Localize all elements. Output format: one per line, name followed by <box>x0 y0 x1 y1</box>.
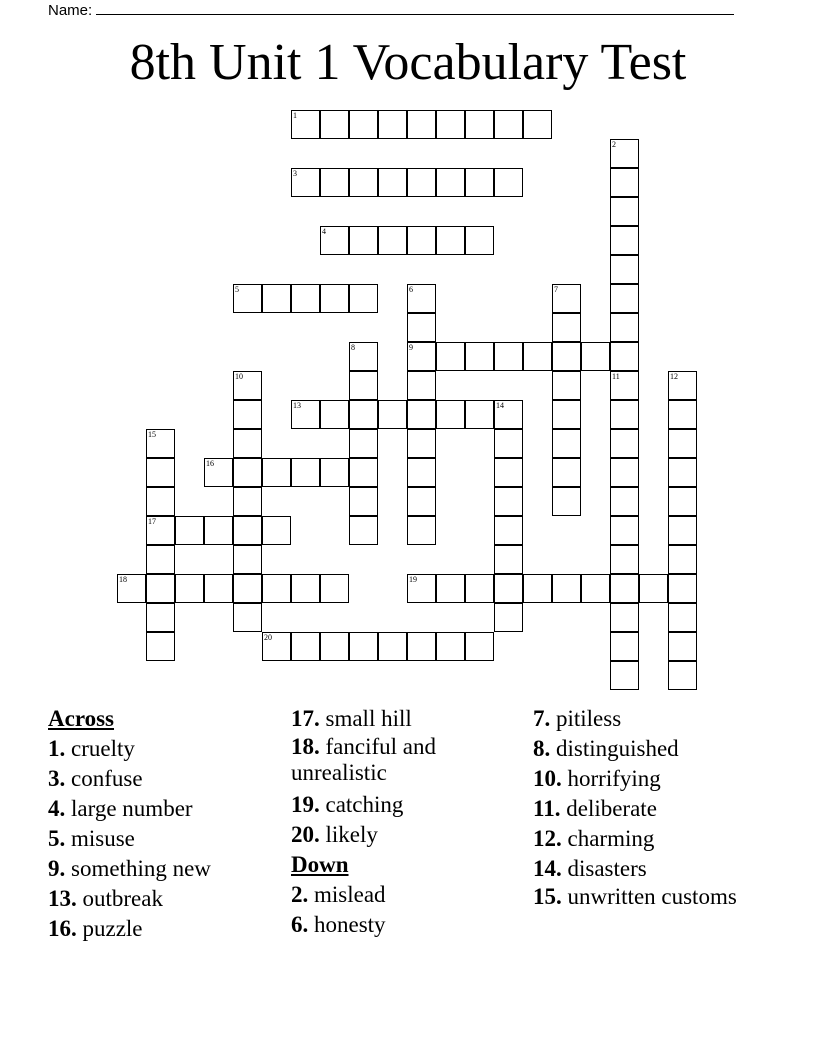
crossword-cell[interactable] <box>320 110 349 139</box>
crossword-cell[interactable] <box>610 603 639 632</box>
clue-across-19: 19. catching <box>291 792 404 817</box>
crossword-cell[interactable] <box>146 632 175 661</box>
crossword-cell[interactable] <box>494 429 523 458</box>
crossword-cell[interactable] <box>407 458 436 487</box>
crossword-cell[interactable] <box>407 400 436 429</box>
crossword-cell[interactable] <box>407 574 436 603</box>
crossword-cell[interactable] <box>610 574 639 603</box>
crossword-cell[interactable] <box>494 458 523 487</box>
crossword-cell[interactable] <box>204 574 233 603</box>
crossword-cell[interactable] <box>349 632 378 661</box>
crossword-cell[interactable] <box>233 429 262 458</box>
crossword-cell[interactable] <box>146 487 175 516</box>
clue-number: 11 <box>612 372 620 381</box>
crossword-cell[interactable] <box>378 226 407 255</box>
crossword-cell[interactable] <box>465 632 494 661</box>
crossword-cell[interactable] <box>407 632 436 661</box>
clue-down-2: 2. mislead <box>291 882 386 907</box>
crossword-cell[interactable] <box>465 400 494 429</box>
clue-column-2 <box>291 704 521 940</box>
clue-across-13: 13. outbreak <box>48 886 163 911</box>
crossword-cell[interactable] <box>668 516 697 545</box>
crossword-cell[interactable] <box>233 545 262 574</box>
crossword-cell[interactable] <box>668 429 697 458</box>
crossword-cell[interactable] <box>146 603 175 632</box>
crossword-cell[interactable] <box>552 371 581 400</box>
clue-across-18: 18. fanciful and unrealistic <box>291 734 436 785</box>
crossword-cell[interactable] <box>291 110 320 139</box>
crossword-cell[interactable] <box>610 487 639 516</box>
crossword-cell[interactable] <box>494 110 523 139</box>
crossword-cell[interactable] <box>436 226 465 255</box>
crossword-cell[interactable] <box>349 371 378 400</box>
clue-number: 16 <box>206 459 214 468</box>
crossword-cell[interactable] <box>610 342 639 371</box>
crossword-cell[interactable] <box>494 487 523 516</box>
crossword-cell[interactable] <box>668 458 697 487</box>
crossword-cell[interactable] <box>233 487 262 516</box>
crossword-cell[interactable] <box>349 110 378 139</box>
crossword-cell[interactable] <box>349 487 378 516</box>
crossword-cell[interactable] <box>552 284 581 313</box>
crossword-cell[interactable] <box>610 313 639 342</box>
crossword-cell[interactable] <box>378 400 407 429</box>
crossword-cell[interactable] <box>291 168 320 197</box>
crossword-cell[interactable] <box>465 226 494 255</box>
crossword-cell[interactable] <box>349 342 378 371</box>
crossword-cell[interactable] <box>233 458 262 487</box>
crossword-cell[interactable] <box>146 516 175 545</box>
crossword-cell[interactable] <box>581 574 610 603</box>
clue-number: 19 <box>409 575 417 584</box>
clue-column-3 <box>533 704 773 914</box>
crossword-cell[interactable] <box>262 284 291 313</box>
crossword-cell[interactable] <box>320 168 349 197</box>
clue-number: 15 <box>148 430 156 439</box>
clue-number: 8 <box>351 343 355 352</box>
crossword-cell[interactable] <box>610 661 639 690</box>
crossword-cell[interactable] <box>436 574 465 603</box>
crossword-cell[interactable] <box>378 110 407 139</box>
crossword-cell[interactable] <box>610 545 639 574</box>
crossword-cell[interactable] <box>349 400 378 429</box>
crossword-cell[interactable] <box>494 574 523 603</box>
clue-across-5: 5. misuse <box>48 826 135 851</box>
clue-number: 5 <box>235 285 239 294</box>
crossword-cell[interactable] <box>668 661 697 690</box>
clue-down-15: 15. unwritten customs <box>533 884 737 909</box>
crossword-cell[interactable] <box>320 284 349 313</box>
crossword-cell[interactable] <box>320 458 349 487</box>
crossword-cell[interactable] <box>668 487 697 516</box>
crossword-cell[interactable] <box>610 400 639 429</box>
clue-down-7: 7. pitiless <box>533 706 622 731</box>
crossword-cell[interactable] <box>552 487 581 516</box>
crossword-cell[interactable] <box>291 574 320 603</box>
crossword-cell[interactable] <box>349 516 378 545</box>
crossword-cell[interactable] <box>494 603 523 632</box>
clue-across-3: 3. confuse <box>48 766 143 791</box>
crossword-cell[interactable] <box>233 284 262 313</box>
crossword-cell[interactable] <box>320 574 349 603</box>
crossword-cell[interactable] <box>320 226 349 255</box>
crossword-cell[interactable] <box>610 255 639 284</box>
crossword-cell[interactable] <box>523 342 552 371</box>
crossword-cell[interactable] <box>233 371 262 400</box>
page-title: 8th Unit 1 Vocabulary Test <box>129 34 687 91</box>
crossword-cell[interactable] <box>668 632 697 661</box>
clue-column-1 <box>48 704 278 944</box>
clue-number: 17 <box>148 517 156 526</box>
clue-across-17: 17. small hill <box>291 706 412 731</box>
clue-down-10: 10. horrifying <box>533 766 661 791</box>
crossword-cell[interactable] <box>407 284 436 313</box>
clue-number: 18 <box>119 575 127 584</box>
name-blank-line[interactable] <box>96 0 734 15</box>
crossword-cell[interactable] <box>436 632 465 661</box>
clue-down-8: 8. distinguished <box>533 736 679 761</box>
crossword-cell[interactable] <box>407 342 436 371</box>
crossword-cell[interactable] <box>552 342 581 371</box>
clue-number: 10 <box>235 372 243 381</box>
crossword-cell[interactable] <box>610 139 639 168</box>
crossword-cell[interactable] <box>552 429 581 458</box>
crossword-cell[interactable] <box>407 371 436 400</box>
crossword-cell[interactable] <box>320 632 349 661</box>
clue-number: 13 <box>293 401 301 410</box>
crossword-cell[interactable] <box>378 632 407 661</box>
crossword-cell[interactable] <box>349 226 378 255</box>
clue-number: 9 <box>409 343 413 352</box>
crossword-cell[interactable] <box>349 284 378 313</box>
crossword-cell[interactable] <box>175 574 204 603</box>
crossword-cell[interactable] <box>378 168 407 197</box>
crossword-cell[interactable] <box>233 603 262 632</box>
crossword-cell[interactable] <box>349 168 378 197</box>
crossword-cell[interactable] <box>494 168 523 197</box>
crossword-cell[interactable] <box>552 313 581 342</box>
crossword-cell[interactable] <box>668 545 697 574</box>
clue-down-12: 12. charming <box>533 826 655 851</box>
crossword-cell[interactable] <box>494 516 523 545</box>
crossword-cell[interactable] <box>610 516 639 545</box>
clue-down-6: 6. honesty <box>291 912 386 937</box>
crossword-cell[interactable] <box>610 632 639 661</box>
crossword-cell[interactable] <box>639 574 668 603</box>
crossword-cell[interactable] <box>668 400 697 429</box>
crossword-cell[interactable] <box>552 574 581 603</box>
crossword-cell[interactable] <box>436 342 465 371</box>
crossword-cell[interactable] <box>407 487 436 516</box>
crossword-cell[interactable] <box>552 400 581 429</box>
crossword-cell[interactable] <box>610 226 639 255</box>
crossword-cell[interactable] <box>349 458 378 487</box>
clue-across-9: 9. something new <box>48 856 211 881</box>
crossword-cell[interactable] <box>465 168 494 197</box>
crossword-cell[interactable] <box>494 342 523 371</box>
crossword-cell[interactable] <box>465 342 494 371</box>
crossword-cell[interactable] <box>494 545 523 574</box>
crossword-cell[interactable] <box>465 574 494 603</box>
crossword-cell[interactable] <box>233 516 262 545</box>
crossword-cell[interactable] <box>291 284 320 313</box>
crossword-cell[interactable] <box>523 574 552 603</box>
crossword-cell[interactable] <box>407 226 436 255</box>
crossword-cell[interactable] <box>291 458 320 487</box>
clue-number: 20 <box>264 633 272 642</box>
crossword-cell[interactable] <box>204 516 233 545</box>
crossword-cell[interactable] <box>349 429 378 458</box>
crossword-cell[interactable] <box>610 284 639 313</box>
crossword-cell[interactable] <box>233 400 262 429</box>
crossword-cell[interactable] <box>407 429 436 458</box>
crossword-cell[interactable] <box>146 574 175 603</box>
clue-number: 3 <box>293 169 297 178</box>
crossword-cell[interactable] <box>262 458 291 487</box>
clue-across-4: 4. large number <box>48 796 193 821</box>
crossword-cell[interactable] <box>117 574 146 603</box>
clue-number: 6 <box>409 285 413 294</box>
crossword-cell[interactable] <box>146 429 175 458</box>
crossword-cell[interactable] <box>204 458 233 487</box>
across-heading: Across <box>48 706 115 731</box>
crossword-cell[interactable] <box>523 110 552 139</box>
clue-number: 7 <box>554 285 558 294</box>
crossword-cell[interactable] <box>146 458 175 487</box>
crossword-cell[interactable] <box>668 603 697 632</box>
crossword-cell[interactable] <box>146 545 175 574</box>
crossword-cell[interactable] <box>668 371 697 400</box>
crossword-cell[interactable] <box>291 632 320 661</box>
crossword-cell[interactable] <box>610 429 639 458</box>
crossword-cell[interactable] <box>407 313 436 342</box>
crossword-cell[interactable] <box>436 168 465 197</box>
crossword-cell[interactable] <box>262 632 291 661</box>
crossword-cell[interactable] <box>610 458 639 487</box>
crossword-cell[interactable] <box>552 458 581 487</box>
crossword-cell[interactable] <box>436 400 465 429</box>
crossword-cell[interactable] <box>407 168 436 197</box>
crossword-cell[interactable] <box>610 197 639 226</box>
crossword-cell[interactable] <box>291 400 320 429</box>
clue-number: 14 <box>496 401 504 410</box>
crossword-cell[interactable] <box>436 110 465 139</box>
crossword-cell[interactable] <box>494 400 523 429</box>
down-heading: Down <box>291 852 349 877</box>
crossword-cell[interactable] <box>610 371 639 400</box>
clue-across-1: 1. cruelty <box>48 736 135 761</box>
name-field[interactable] <box>48 0 734 20</box>
crossword-cell[interactable] <box>233 574 262 603</box>
crossword-cell[interactable] <box>465 110 494 139</box>
clue-number: 12 <box>670 372 678 381</box>
crossword-cell[interactable] <box>581 342 610 371</box>
name-label: Name: <box>48 2 93 19</box>
clue-number: 4 <box>322 227 326 236</box>
clue-number: 1 <box>293 111 297 120</box>
crossword-cell[interactable] <box>668 574 697 603</box>
crossword-cell[interactable] <box>407 110 436 139</box>
crossword-cell[interactable] <box>610 168 639 197</box>
clue-across-16: 16. puzzle <box>48 916 143 941</box>
clue-across-20: 20. likely <box>291 822 378 847</box>
crossword-cell[interactable] <box>175 516 204 545</box>
crossword-cell[interactable] <box>407 516 436 545</box>
crossword-cell[interactable] <box>320 400 349 429</box>
clue-number: 2 <box>612 140 616 149</box>
crossword-cell[interactable] <box>262 574 291 603</box>
clue-down-11: 11. deliberate <box>533 796 657 821</box>
crossword-cell[interactable] <box>262 516 291 545</box>
clue-down-14: 14. disasters <box>533 856 647 881</box>
